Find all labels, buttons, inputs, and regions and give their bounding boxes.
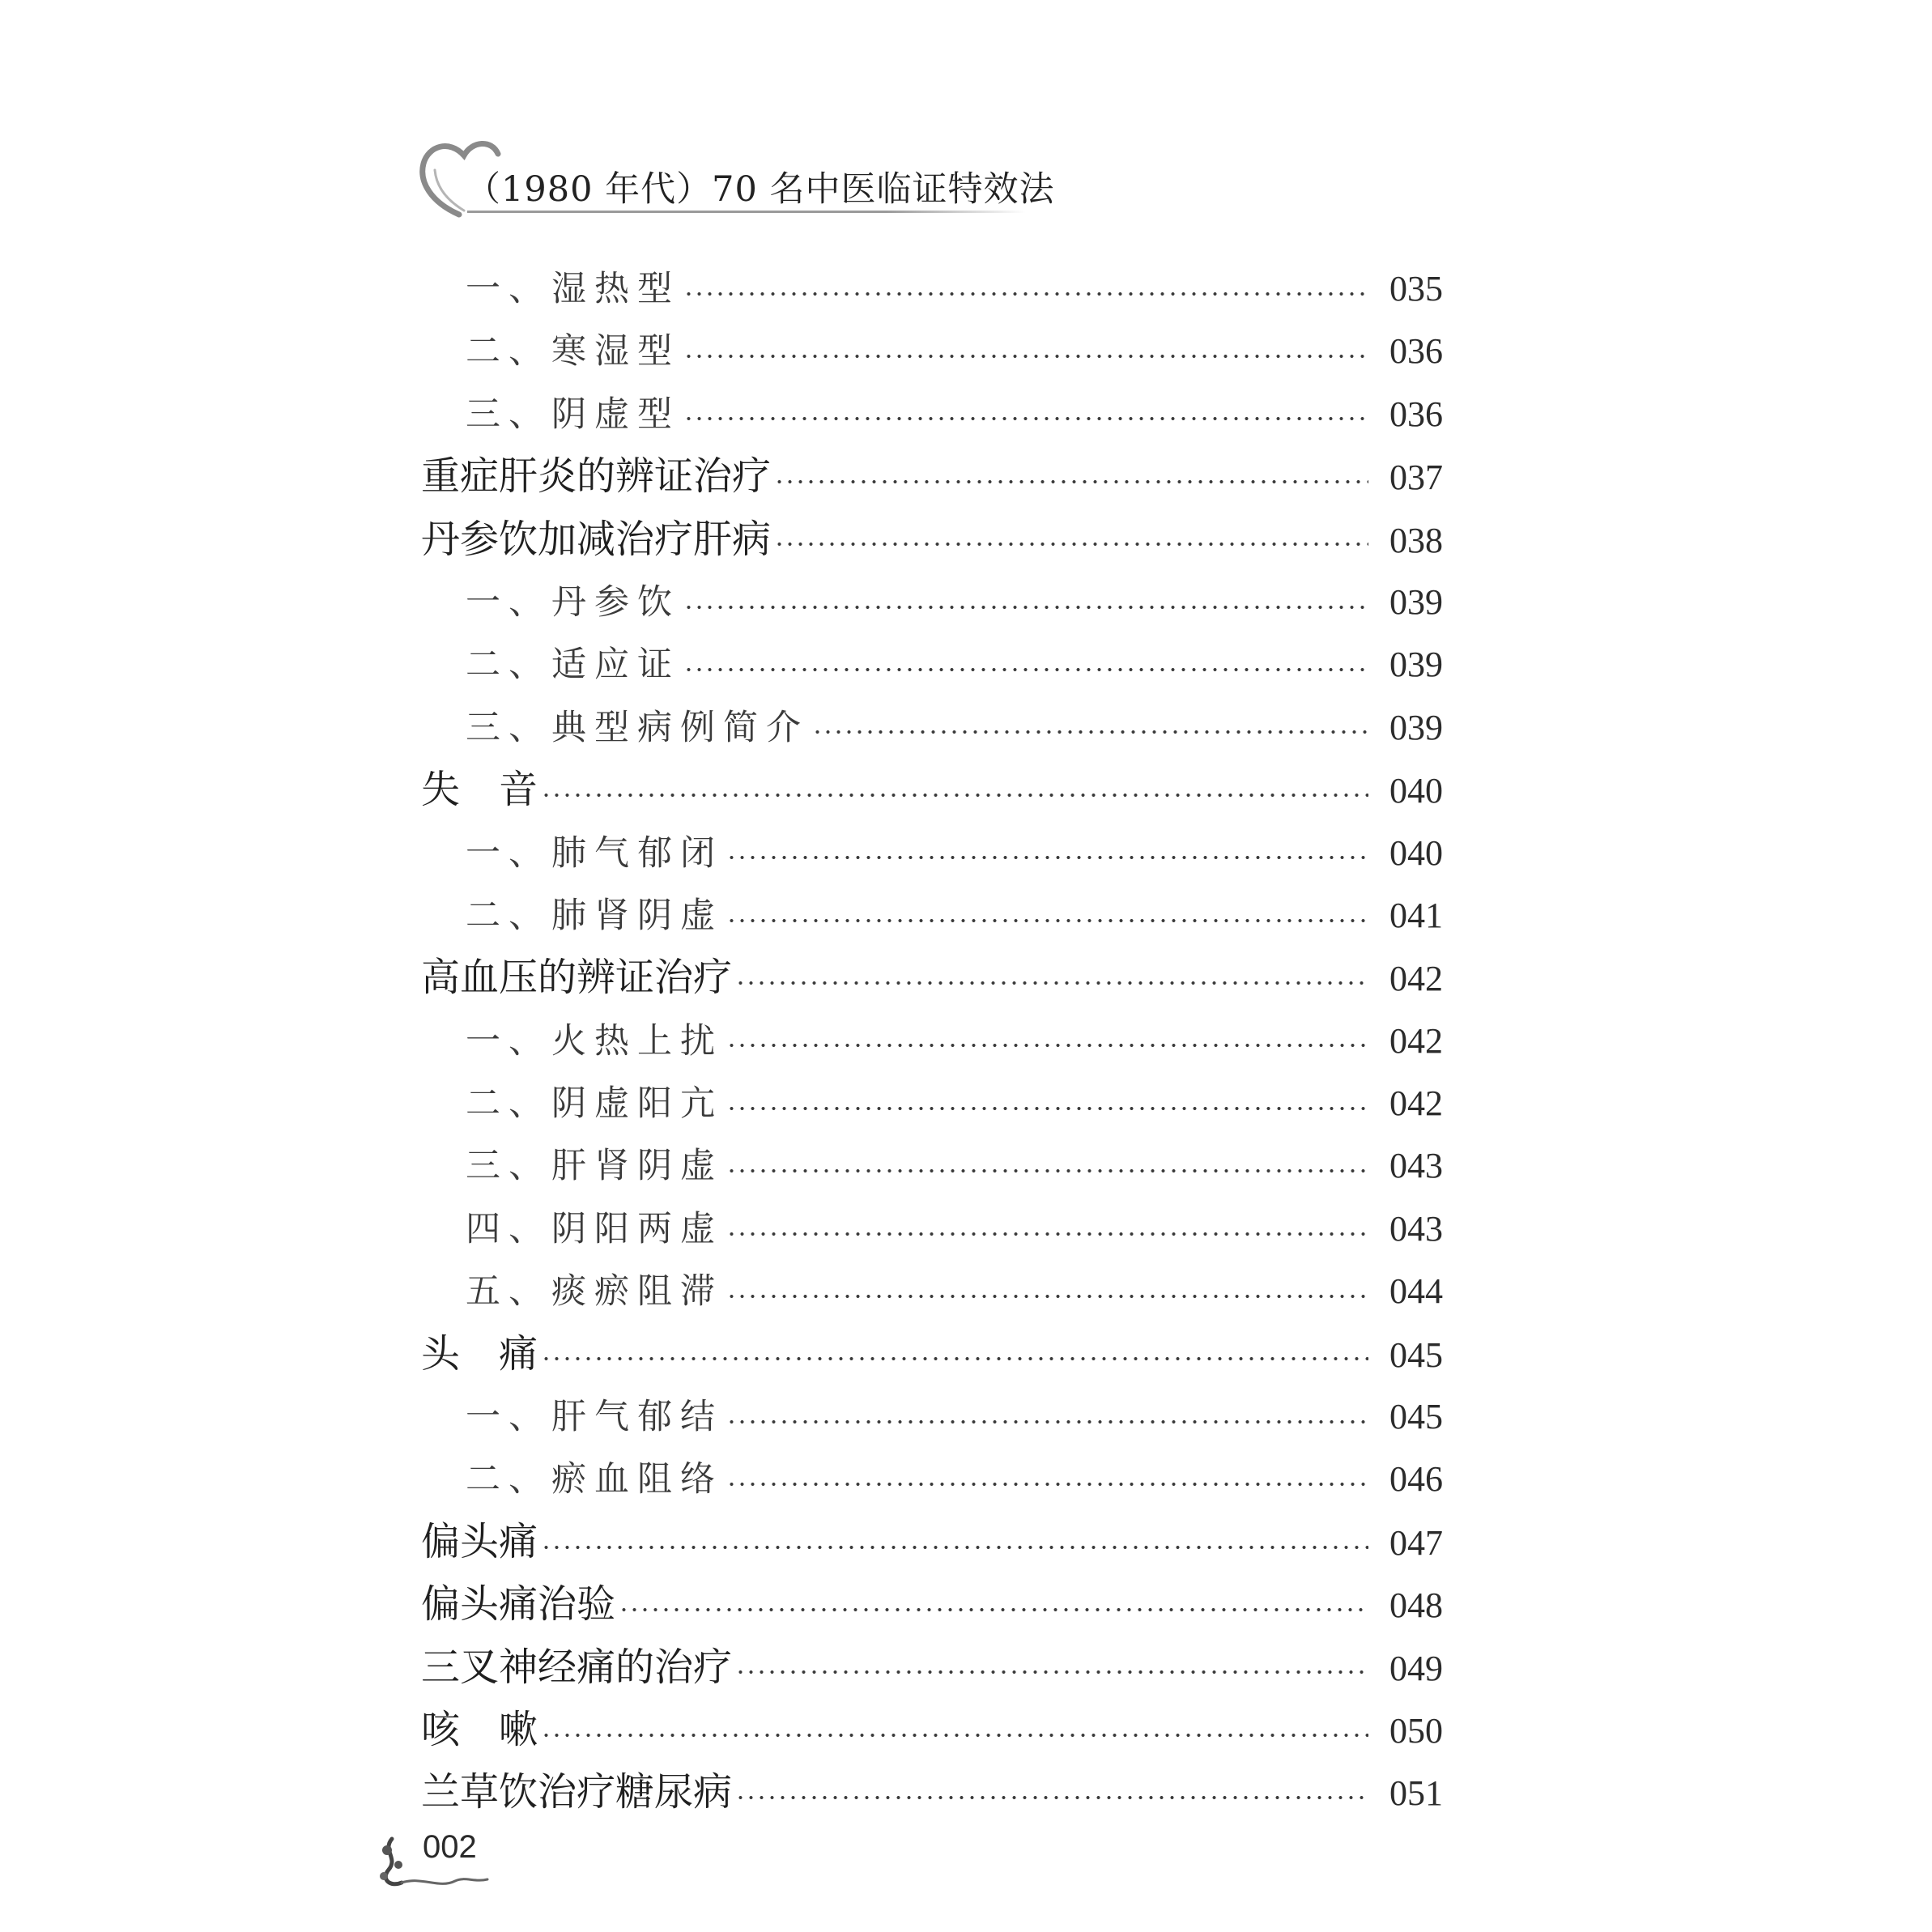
toc-leader-dots [541,1357,1368,1360]
toc-entry-section [421,320,1443,382]
toc-entry-section [421,1198,1443,1260]
toc-entry-title: 一、火热上扰 [466,1020,723,1062]
toc-entry-chapter [421,445,1443,508]
toc-leader-dots [683,606,1368,609]
toc-leader-dots [541,1734,1368,1737]
toc-entry-page: 049 [1389,1648,1443,1688]
toc-entry-section [421,1448,1443,1510]
toc-entry-page: 041 [1389,895,1443,935]
toc-entry-title: 二、肺肾阴虚 [466,895,723,936]
running-header-title: （1980 年代）70 名中医临证特效法 [466,169,1055,210]
toc-entry-page: 040 [1389,771,1443,811]
toc-entry-chapter [421,1761,1443,1823]
toc-entry-title: 偏头痛 [421,1518,538,1564]
toc-leader-dots [726,1483,1368,1486]
toc-entry-page: 039 [1389,645,1443,685]
toc-entry-title: 四、阴阳两虚 [466,1208,723,1249]
table-of-contents [421,257,1443,1824]
toc-entry-section [421,571,1443,633]
toc-entry-title: 五、痰瘀阻滞 [466,1271,723,1313]
toc-entry-title: 偏头痛治验 [421,1581,616,1628]
toc-leader-dots [683,355,1368,358]
toc-entry-title: 三叉神经痛的治疗 [421,1644,733,1690]
toc-entry-chapter [421,1511,1443,1573]
toc-leader-dots [683,292,1368,296]
toc-entry-section [421,696,1443,759]
toc-entry-page: 050 [1389,1710,1443,1751]
toc-entry-title: 二、适应证 [466,645,680,686]
toc-leader-dots [726,1169,1368,1172]
toc-entry-section [421,1134,1443,1197]
toc-entry-page: 047 [1389,1522,1443,1563]
toc-entry-title: 咳 嗽 [421,1706,538,1752]
toc-entry-page: 042 [1389,1020,1443,1061]
toc-leader-dots [774,543,1368,546]
toc-entry-chapter [421,759,1443,821]
toc-entry-section [421,383,1443,445]
toc-entry-title: 丹参饮加减治疗肝病 [421,516,772,562]
toc-entry-section [421,1260,1443,1322]
toc-leader-dots [726,1295,1368,1298]
toc-entry-title: 高血压的辨证治疗 [421,955,733,1001]
toc-entry-section [421,884,1443,947]
toc-entry-chapter [421,947,1443,1009]
toc-entry-section [421,822,1443,884]
toc-entry-title: 二、寒湿型 [466,331,680,372]
toc-entry-page: 045 [1389,1397,1443,1437]
toc-entry-page: 051 [1389,1773,1443,1814]
toc-leader-dots [541,1546,1368,1549]
toc-leader-dots [735,981,1368,985]
toc-entry-page: 036 [1389,394,1443,434]
toc-leader-dots [726,856,1368,859]
running-header [417,138,1055,219]
toc-entry-section [421,257,1443,320]
toc-entry-section [421,1385,1443,1448]
header-rule [467,211,1026,213]
toc-leader-dots [726,1420,1368,1423]
toc-entry-page: 043 [1389,1146,1443,1186]
toc-entry-page: 039 [1389,707,1443,747]
toc-leader-dots [726,919,1368,922]
toc-entry-chapter [421,1636,1443,1699]
toc-leader-dots [726,1107,1368,1110]
toc-leader-dots [735,1796,1368,1799]
toc-entry-title: 失 音 [421,767,538,813]
toc-entry-title: 重症肝炎的辨证治疗 [421,453,772,500]
toc-entry-title: 一、肝气郁结 [466,1397,723,1438]
toc-entry-page: 039 [1389,581,1443,622]
toc-entry-title: 二、阴虚阳亢 [466,1083,723,1125]
toc-entry-title: 兰草饮治疗糖尿病 [421,1769,733,1815]
toc-entry-page: 046 [1389,1459,1443,1500]
toc-entry-title: 三、肝肾阴虚 [466,1146,723,1187]
toc-entry-title: 头 痛 [421,1330,538,1377]
toc-entry-page: 042 [1389,1083,1443,1124]
toc-entry-page: 035 [1389,269,1443,309]
toc-leader-dots [541,794,1368,797]
toc-entry-title: 三、阴虚型 [466,394,680,435]
toc-entry-page: 045 [1389,1334,1443,1375]
toc-entry-page: 043 [1389,1208,1443,1249]
toc-entry-title: 一、湿热型 [466,269,680,309]
toc-entry-page: 048 [1389,1585,1443,1626]
toc-leader-dots [735,1670,1368,1674]
toc-leader-dots [774,480,1368,483]
toc-leader-dots [726,1044,1368,1047]
toc-entry-page: 040 [1389,832,1443,873]
toc-entry-page: 037 [1389,457,1443,498]
toc-entry-page: 038 [1389,520,1443,560]
toc-entry-chapter [421,509,1443,571]
toc-leader-dots [683,668,1368,671]
toc-entry-title: 二、瘀血阻络 [466,1459,723,1500]
toc-entry-title: 一、丹参饮 [466,581,680,623]
toc-entry-title: 一、肺气郁闭 [466,832,723,874]
toc-entry-chapter [421,1573,1443,1636]
toc-entry-section [421,633,1443,696]
toc-entry-page: 036 [1389,331,1443,372]
page-folio [374,1826,496,1899]
toc-entry-chapter [421,1699,1443,1761]
toc-leader-dots [726,1232,1368,1236]
toc-entry-page: 042 [1389,959,1443,999]
toc-leader-dots [683,417,1368,420]
page-number: 002 [423,1829,477,1865]
toc-entry-section [421,1010,1443,1072]
toc-entry-page: 044 [1389,1271,1443,1312]
toc-entry-title: 三、典型病例简介 [466,707,809,748]
toc-leader-dots [619,1608,1368,1611]
toc-entry-chapter [421,1323,1443,1385]
toc-leader-dots [812,730,1368,734]
toc-entry-section [421,1072,1443,1134]
